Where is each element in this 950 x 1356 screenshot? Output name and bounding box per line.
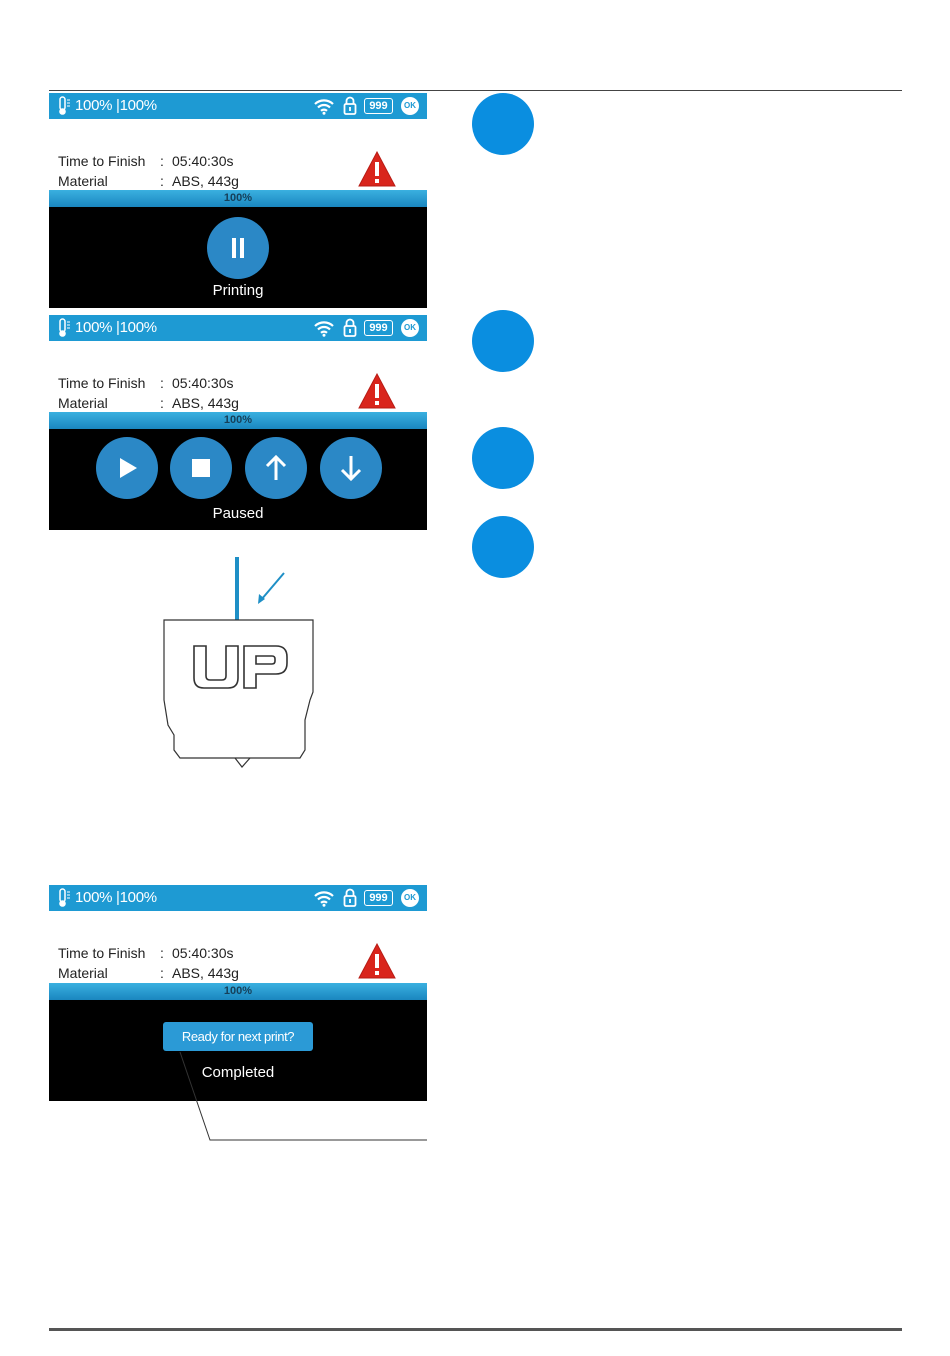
time-row: Time to Finish : 05:40:30s <box>58 945 234 961</box>
print-info <box>49 911 427 991</box>
status-bar <box>49 885 427 911</box>
ok-icon[interactable]: OK <box>401 319 419 337</box>
filament-line <box>235 557 239 621</box>
counter-badge: 999 <box>364 98 393 114</box>
state-label: Printing <box>212 282 264 299</box>
state-label: Paused <box>212 505 264 522</box>
completed-action-area <box>49 1000 427 1101</box>
material-row: Material : ABS, 443g <box>58 173 239 189</box>
progress-bar: 100% <box>49 412 427 429</box>
material-row: Material : ABS, 443g <box>58 965 239 981</box>
time-row: Time to Finish : 05:40:30s <box>58 153 234 169</box>
ready-for-next-print-button[interactable]: Ready for next print? <box>163 1022 313 1051</box>
nozzle-bed-temperature: 100% |100% <box>75 319 157 336</box>
progress-bar: 100% <box>49 983 427 1000</box>
counter-badge: 999 <box>364 890 393 906</box>
state-label: Completed <box>201 1064 275 1081</box>
nozzle-tip <box>235 758 250 767</box>
nozzle-bed-temperature: 100% |100% <box>75 889 157 906</box>
counter-badge: 999 <box>364 320 393 336</box>
material-row: Material : ABS, 443g <box>58 395 239 411</box>
warning-icon <box>358 943 396 982</box>
ok-icon[interactable]: OK <box>401 889 419 907</box>
time-row: Time to Finish : 05:40:30s <box>58 375 234 391</box>
ok-icon[interactable]: OK <box>401 97 419 115</box>
callout-arrow <box>261 573 284 600</box>
bottom-rule <box>49 1328 902 1331</box>
nozzle-bed-temperature: 100% |100% <box>75 97 157 114</box>
progress-bar: 100% <box>49 190 427 207</box>
print-head-body <box>164 620 313 758</box>
completed-screen <box>49 885 427 991</box>
